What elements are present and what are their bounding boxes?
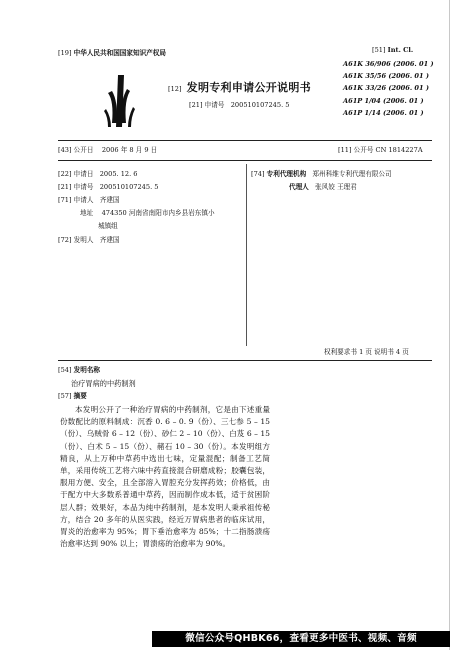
invention-title: 治疗胃病的中药制剂 — [71, 379, 136, 388]
agency-label: 专利代理机构 — [266, 170, 307, 178]
filing-date-line — [58, 170, 137, 179]
address-line-2: 城镇组 — [98, 222, 118, 230]
applicant-value: 齐建国 — [99, 196, 120, 204]
office-line — [58, 49, 166, 58]
header-app-no-label: 申请号 — [204, 101, 225, 109]
page-info: 权利要求书 1 页 说明书 4 页 — [324, 348, 409, 356]
divider — [58, 140, 432, 141]
inventor-value: 齐建国 — [99, 236, 120, 244]
address-line — [80, 209, 215, 218]
pub-date-line — [58, 146, 157, 155]
pub-date-label: 公开日 — [73, 146, 94, 154]
filing-date-label: 申请日 — [73, 170, 94, 178]
office-code: [19] — [58, 49, 72, 57]
abstract-label: 摘要 — [73, 392, 87, 400]
doc-type-code: [12] — [168, 85, 182, 93]
title-code: [54] — [58, 366, 72, 374]
abstract-heading — [58, 392, 87, 401]
pub-no-line — [338, 146, 423, 155]
agency-name: 郑州科维专利代理有限公司 — [312, 170, 392, 178]
divider — [58, 160, 432, 161]
ipc-class: A61P 1/14 (2006. 01 ) — [343, 108, 424, 117]
cnipa-logo — [100, 71, 140, 131]
ipc-class: A61K 36/906 (2006. 01 ) — [343, 60, 434, 68]
address-label: 地址 — [80, 209, 94, 217]
inventor-code: [72] — [58, 236, 72, 244]
pub-no-code: [11] — [338, 146, 352, 154]
app-no-label: 申请号 — [73, 183, 94, 191]
app-no-line — [58, 183, 158, 192]
header-app-no — [189, 101, 289, 110]
pub-date-value: 2006 年 8 月 9 日 — [101, 146, 158, 154]
pub-date-code: [43] — [58, 146, 72, 154]
abstract-code: [57] — [58, 392, 72, 400]
ipc-class: A61K 33/26 (2006. 01 ) — [343, 84, 430, 93]
ipc-heading — [372, 46, 413, 55]
abstract-text: 本发明公开了一种治疗胃病的中药制剂，它是由下述重量份数配比的原料制成：沉香 0. 6 – 0. 9（份）、三七参 5 – 15（份）、乌贼骨 6 – 12（份）、砂仁 2 – 10（份）、白芨 6 – 15（份）、白术 5 – 15（份）、赭石 10 – 30（份）。本发明组方精良，从上万种中草药中选出七味，定量混配；制备工艺简单，采用传统工艺将六味中药直接混合研磨成粉；胶囊包装，服用方便、安全，且全部溶入胃腔充分发挥药效；价格低，由于配方中大多数系普通中草药，因而制作成本低，适于贫困阶层人群；效果好，本品为纯中药制剂，是本发明人秉承祖传秘方，结合 20 多年的从医实践，经近万胃病患者的临床试用，胃炎的治愈率为 95%；胃下垂治愈率为 85%；十二指肠溃疡治愈率达到 90% 以上；胃溃疡的治愈率为 90%。 — [60, 405, 270, 549]
office-name: 中华人民共和国国家知识产权局 — [73, 49, 166, 57]
ipc-label: Int. Cl. — [387, 46, 414, 54]
app-no-value: 200510107245. 5 — [99, 183, 159, 191]
filing-date-value: 2005. 12. 6 — [99, 170, 138, 178]
ipc-code: [51] — [372, 46, 386, 54]
agent-line — [289, 183, 357, 192]
ipc-class: A61P 1/04 (2006. 01 ) — [343, 96, 424, 105]
divider — [58, 360, 432, 361]
inventor-label: 发明人 — [73, 236, 94, 244]
applicant-code: [71] — [58, 196, 72, 204]
header-app-no-code: [21] — [189, 101, 203, 109]
applicant-line — [58, 196, 120, 205]
wechat-banner: 微信公众号QHBK66，查看更多中医书、视频、音频 — [152, 631, 450, 647]
app-no-code: [21] — [58, 183, 72, 191]
header-app-no-value: 200510107245. 5 — [230, 101, 290, 109]
ipc-class: A61K 35/56 (2006. 01 ) — [343, 72, 430, 81]
inventor-line — [58, 236, 120, 245]
ipc-list — [343, 58, 434, 119]
title-heading — [58, 366, 100, 375]
agency-code: [74] — [251, 170, 265, 178]
doc-type-title: 发明专利申请公开说明书 — [186, 81, 311, 94]
filing-date-code: [22] — [58, 170, 72, 178]
agent-label: 代理人 — [289, 183, 309, 191]
column-divider — [246, 164, 247, 346]
pub-no-label: 公开号 — [353, 146, 374, 154]
applicant-label: 申请人 — [73, 196, 94, 204]
agency-line — [251, 170, 392, 179]
address-value: 474350 河南省南阳市内乡县岩东镇小 — [101, 209, 215, 217]
title-label: 发明名称 — [73, 366, 101, 374]
doc-type-line — [168, 76, 311, 95]
agent-names: 张风姣 王理君 — [315, 183, 357, 191]
pub-no-value: CN 1814227A — [375, 146, 423, 154]
